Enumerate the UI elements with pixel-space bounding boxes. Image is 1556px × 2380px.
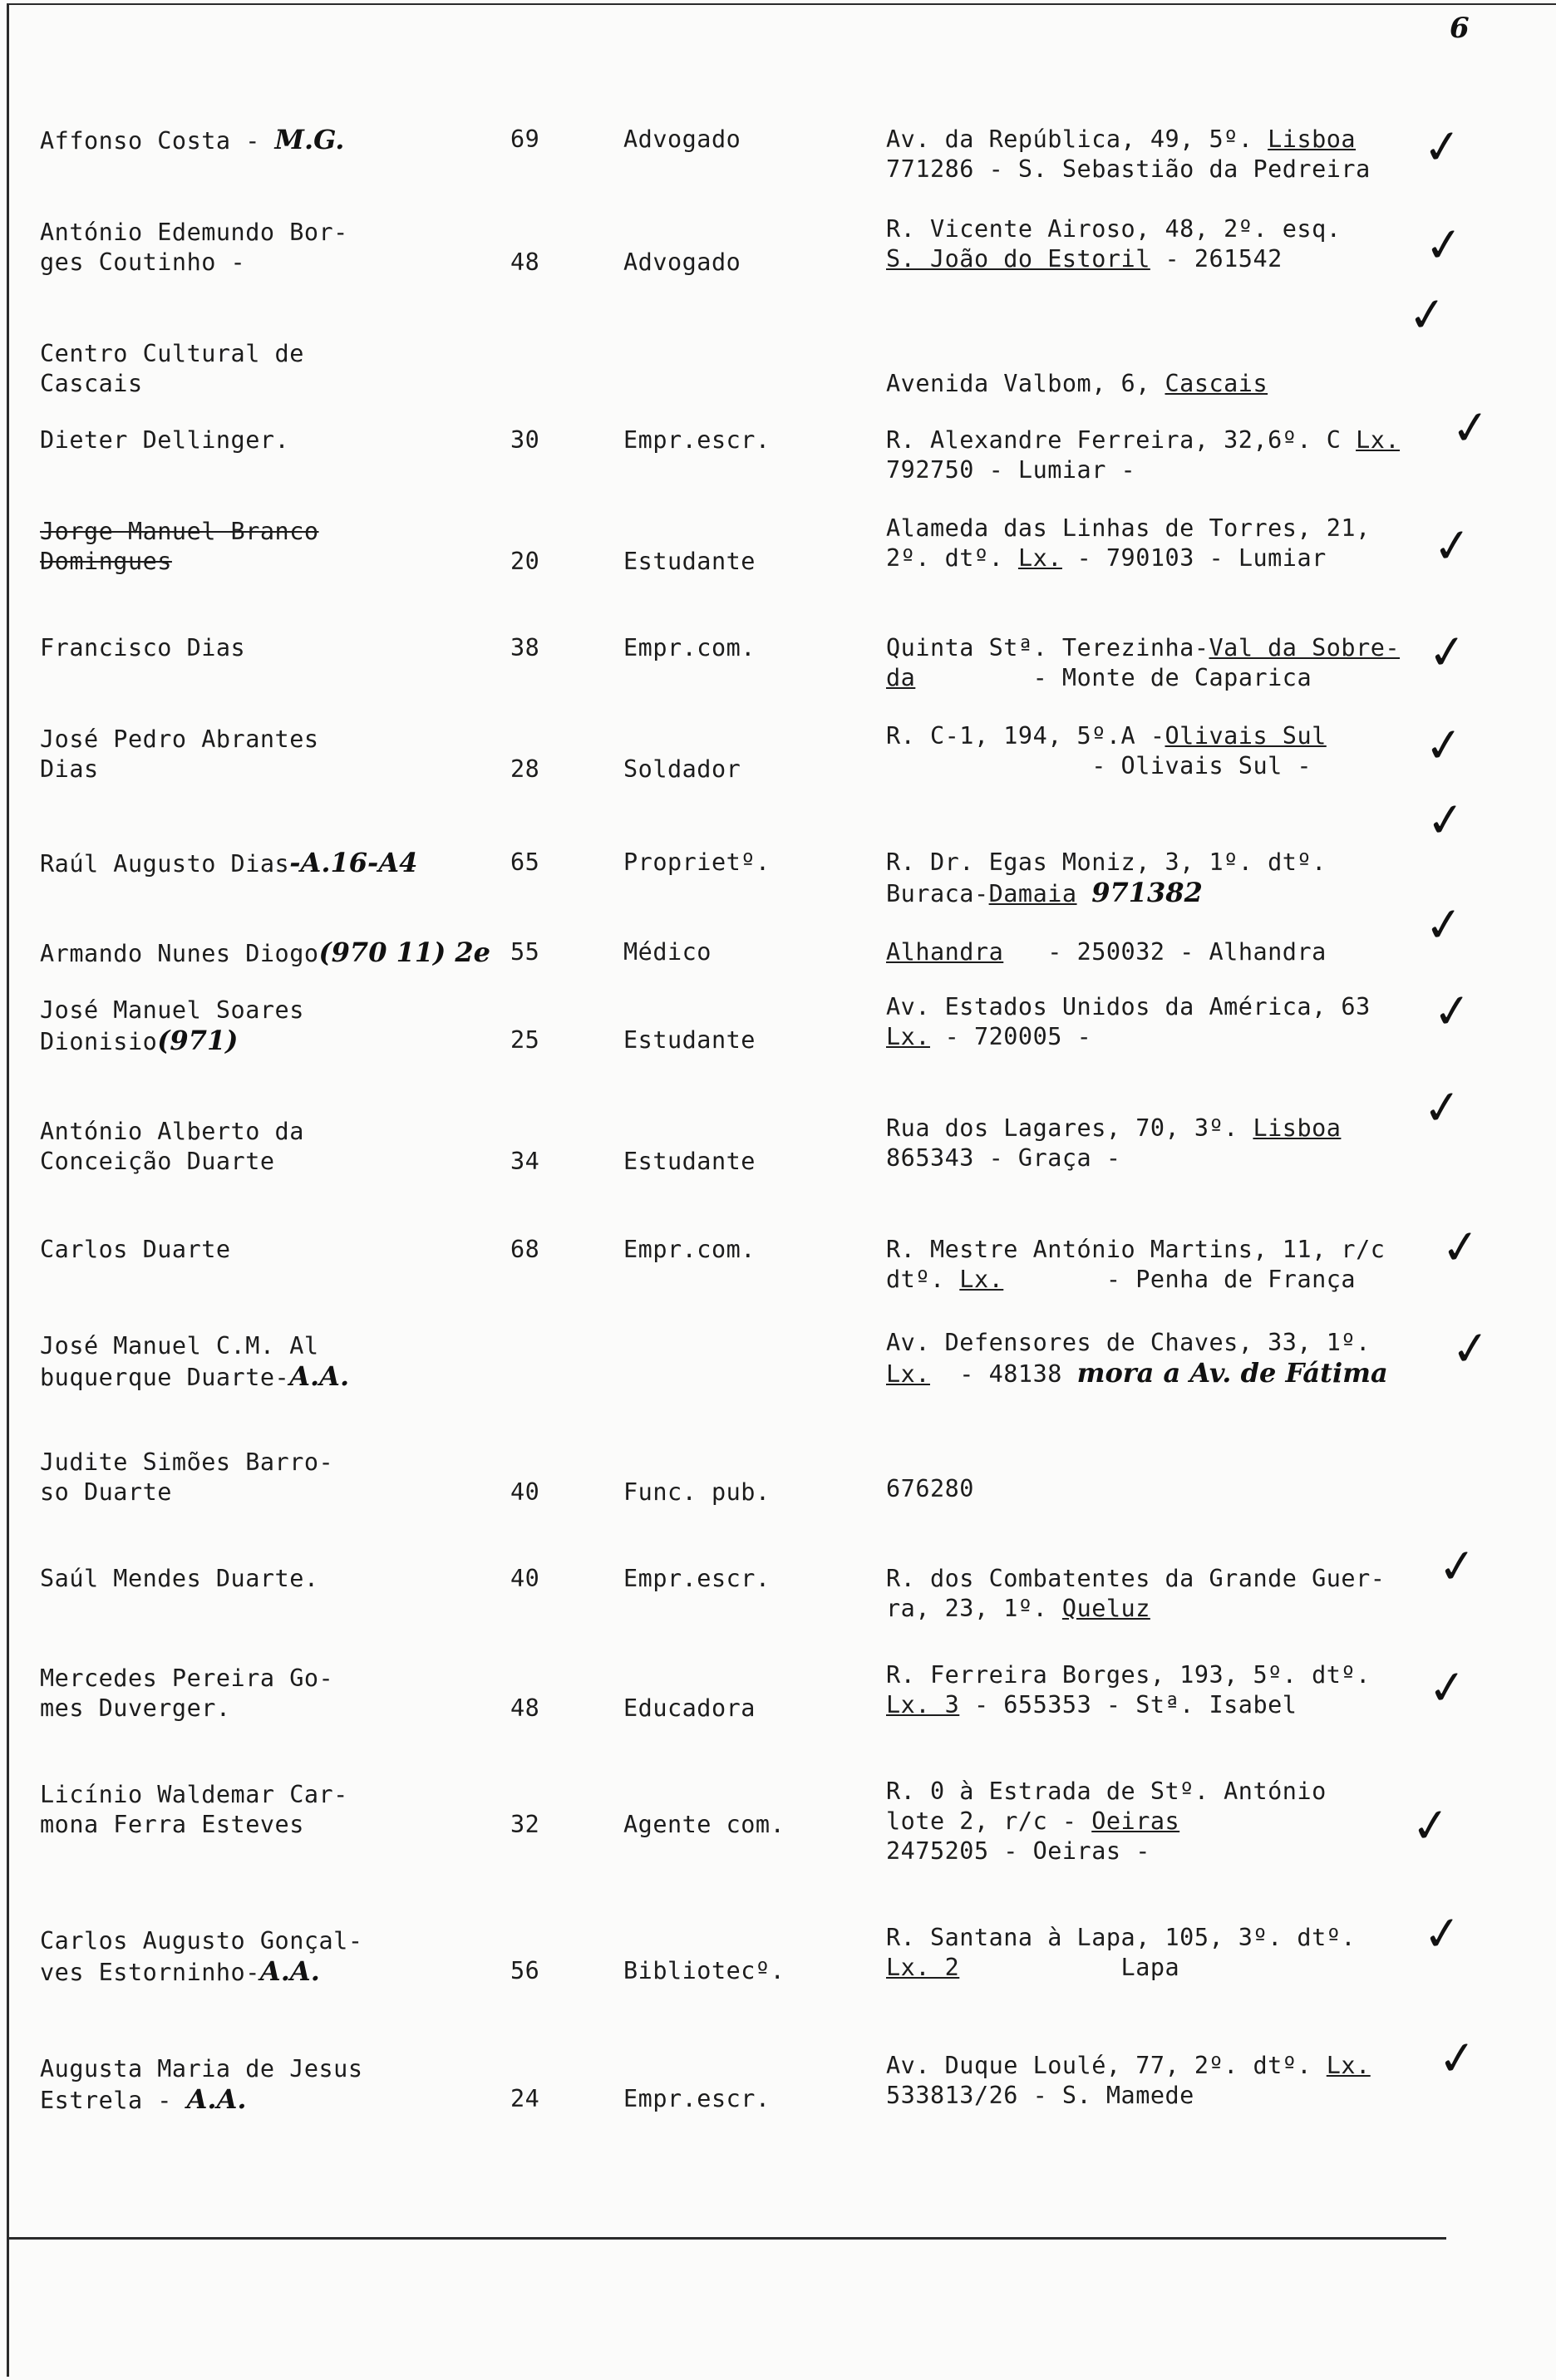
entry-name-line: José Manuel Soares	[40, 996, 304, 1024]
address-segment: - 250032 - Alhandra	[1003, 938, 1327, 966]
entry-address-line	[886, 1690, 1297, 1720]
entry-name-line: Saúl Mendes Duarte.	[40, 1565, 319, 1592]
address-segment: - Olivais Sul -	[886, 752, 1312, 779]
entry-name-line: Mercedes Pereira Go-	[40, 1665, 334, 1692]
list-item	[0, 1926, 1556, 2018]
address-segment: 792750 - Lumiar -	[886, 456, 1136, 484]
entry-address-line	[886, 992, 1371, 1022]
list-item	[0, 2054, 1556, 2146]
entry-age: 20	[510, 548, 540, 575]
page-border-top	[8, 3, 1556, 5]
page-number: 6	[1450, 12, 1470, 45]
entry-name-line: Dionisio(971)	[40, 1025, 239, 1056]
entry-age: 24	[510, 2085, 540, 2112]
entry-name-line: António Edemundo Bor-	[40, 219, 348, 246]
handwritten-initials: A.A.	[186, 2083, 247, 2115]
entry-address-line	[886, 1923, 1356, 1953]
entry-age: 55	[510, 938, 540, 966]
entry-occupation: Soldador	[623, 755, 741, 783]
address-segment: Olivais Sul	[1165, 722, 1327, 750]
entry-name-line: Judite Simões Barro-	[40, 1448, 334, 1476]
address-segment	[1077, 880, 1092, 907]
entry-name-line: ges Coutinho -	[40, 248, 246, 276]
address-segment: Lx.	[1017, 544, 1062, 572]
entry-occupation: Estudante	[623, 1026, 756, 1054]
address-segment: R. 0 à Estrada de Stº. António	[886, 1778, 1327, 1805]
address-segment: Rua dos Lagares, 70, 3º.	[886, 1114, 1253, 1142]
address-segment: R. Ferreira Borges, 193, 5º. dtº.	[886, 1661, 1371, 1689]
check-mark-icon: ✓	[1421, 216, 1467, 275]
handwritten-note: mora a Av. de Fátima	[1076, 1357, 1388, 1389]
address-segment: S. João do Estoril	[886, 245, 1150, 273]
check-mark-icon: ✓	[1435, 2029, 1480, 2088]
entry-name-line: Augusta Maria de Jesus	[40, 2055, 363, 2082]
entry-occupation: Empr.escr.	[623, 2085, 771, 2112]
entry-name-line: buquerque Duarte-A.A.	[40, 1360, 350, 1392]
entry-name-line: mes Duverger.	[40, 1694, 231, 1722]
entry-address-line	[886, 663, 1312, 693]
entry-name-line: Conceição Duarte	[40, 1148, 275, 1175]
check-mark-icon: ✓	[1435, 1537, 1480, 1596]
check-mark-icon: ✓	[1448, 1320, 1494, 1379]
entry-address-line	[886, 1114, 1341, 1143]
address-segment: R. dos Combatentes da Grande Guer-	[886, 1565, 1386, 1592]
address-segment: Lx.	[886, 1023, 930, 1050]
entry-address-line	[886, 937, 1327, 967]
address-segment: Buraca-	[886, 880, 989, 907]
entry-name-line: so Duarte	[40, 1478, 172, 1506]
address-segment: Av. Estados Unidos da América, 63	[886, 993, 1371, 1020]
page-border-bottom	[8, 2237, 1446, 2240]
entry-address-line	[886, 1777, 1327, 1807]
entry-address-line	[886, 369, 1268, 399]
entry-address-line	[886, 2051, 1371, 2081]
handwritten-initials: M.G.	[274, 124, 345, 155]
entry-address-line	[886, 425, 1400, 455]
address-segment: Lx. 2	[886, 1954, 960, 1981]
entry-address-line	[886, 455, 1135, 485]
address-segment: da	[886, 664, 916, 691]
list-item	[0, 425, 1556, 517]
entry-name-line: Armando Nunes Diogo(970 11) 2e	[40, 937, 491, 968]
entry-name-line: Dieter Dellinger.	[40, 426, 290, 454]
entry-age: 28	[510, 755, 540, 783]
entry-occupation: Estudante	[623, 548, 756, 575]
address-segment: ra, 23, 1º.	[886, 1595, 1062, 1622]
check-mark-icon: ✓	[1420, 118, 1465, 177]
check-mark-icon: ✓	[1425, 623, 1470, 682]
address-segment: Alameda das Linhas de Torres, 21,	[886, 514, 1371, 542]
handwritten-initials: -A.16-A4	[289, 847, 418, 878]
list-item	[0, 993, 1556, 1087]
address-segment: 865343 - Graça -	[886, 1144, 1121, 1172]
address-segment: 771286 - S. Sebastião da Pedreira	[886, 155, 1371, 183]
list-item	[0, 1448, 1556, 1539]
address-segment: R. Santana à Lapa, 105, 3º. dtº.	[886, 1924, 1357, 1951]
list-item	[0, 1331, 1556, 1423]
entry-address-line	[886, 633, 1400, 663]
entry-occupation: Empr.escr.	[623, 426, 771, 454]
address-segment: Cascais	[1165, 370, 1268, 397]
address-segment: Av. Defensores de Chaves, 33, 1º.	[886, 1329, 1371, 1356]
address-segment: Avenida Valbom, 6,	[886, 370, 1165, 397]
entry-name-line: Raúl Augusto Dias-A.16-A4	[40, 847, 418, 878]
entry-age: 34	[510, 1148, 540, 1175]
address-segment: Lx.	[959, 1266, 1004, 1293]
entry-address-line	[886, 125, 1356, 155]
entry-name-line: Domingues	[40, 548, 172, 575]
address-segment: - 48138	[929, 1360, 1077, 1388]
address-segment: Lisboa	[1268, 125, 1357, 153]
list-item	[0, 633, 1556, 725]
entry-address-line	[886, 1953, 1179, 1983]
entry-age: 40	[510, 1565, 540, 1592]
address-segment: Damaia	[988, 880, 1077, 907]
address-segment: Lx.	[886, 1360, 930, 1388]
check-mark-icon: ✓	[1430, 517, 1475, 576]
check-mark-icon: ✓	[1425, 1659, 1470, 1718]
address-segment: Oeiras	[1091, 1807, 1180, 1835]
handwritten-note: 971382	[1091, 877, 1203, 908]
entry-occupation: Agente com.	[623, 1811, 785, 1838]
entry-name-line: António Alberto da	[40, 1118, 304, 1145]
address-segment: 2º. dtº.	[886, 544, 1018, 572]
entry-occupation: Proprietº.	[623, 848, 771, 876]
check-mark-icon: ✓	[1405, 286, 1450, 345]
check-mark-icon: ✓	[1408, 1797, 1454, 1856]
entry-name-line: Affonso Costa - M.G.	[40, 124, 345, 155]
entry-age: 56	[510, 1957, 540, 1984]
entry-address-line	[886, 1837, 1150, 1866]
entry-address-line	[886, 1328, 1371, 1358]
entry-address-line	[886, 848, 1327, 878]
address-segment: Val da Sobre-	[1209, 634, 1401, 661]
handwritten-initials: A.A.	[289, 1360, 350, 1392]
list-item	[0, 215, 1556, 309]
list-item	[0, 339, 1556, 430]
address-segment: - 790103 - Lumiar	[1061, 544, 1327, 572]
address-segment: lote 2, r/c -	[886, 1807, 1092, 1835]
address-segment: Quinta Stª. Terezinha-	[886, 634, 1209, 661]
address-segment: - Penha de França	[1003, 1266, 1357, 1293]
handwritten-initials: (970 11) 2e	[318, 937, 491, 968]
address-segment: - 261542	[1150, 245, 1283, 273]
address-segment: - 720005 -	[929, 1023, 1092, 1050]
address-segment: Lapa	[959, 1954, 1180, 1981]
address-segment: R. C-1, 194, 5º.A -	[886, 722, 1165, 750]
entry-address-line	[886, 155, 1371, 184]
entry-name-line: Carlos Augusto Gonçal-	[40, 1927, 363, 1955]
check-mark-icon: ✓	[1423, 791, 1469, 850]
entry-occupation: Empr.com.	[623, 1236, 756, 1263]
entry-address-line	[886, 1143, 1121, 1173]
address-segment: Av. Duque Loulé, 77, 2º. dtº.	[886, 2052, 1327, 2079]
entry-address-line	[886, 543, 1327, 573]
entry-name-line: José Manuel C.M. Al	[40, 1332, 319, 1360]
entry-address-line	[886, 1564, 1385, 1594]
address-segment: Av. da República, 49, 5º.	[886, 125, 1268, 153]
entry-occupation: Empr.escr.	[623, 1565, 771, 1592]
address-segment: Lx.	[1326, 2052, 1371, 2079]
entry-address-line	[886, 878, 1203, 909]
entry-address-line	[886, 1474, 974, 1504]
entry-name-line: ves Estorninho-A.A.	[40, 1955, 320, 1987]
list-item	[0, 1659, 1556, 1755]
address-segment: R. Alexandre Ferreira, 32,6º. C	[886, 426, 1357, 454]
entry-address-line	[886, 721, 1327, 751]
entry-address-line	[886, 244, 1283, 274]
entry-address-line	[886, 1022, 1091, 1052]
address-segment: - 655353 - Stª. Isabel	[959, 1691, 1297, 1719]
entry-name-line: Francisco Dias	[40, 634, 246, 661]
entry-occupation: Empr.com.	[623, 634, 756, 661]
entry-address-line	[886, 1265, 1356, 1295]
entry-age: 65	[510, 848, 540, 876]
entry-age: 48	[510, 1694, 540, 1722]
address-segment: dtº.	[886, 1266, 960, 1293]
entry-name-line: José Pedro Abrantes	[40, 725, 319, 753]
check-mark-icon: ✓	[1448, 399, 1494, 458]
entry-name-line: Cascais	[40, 370, 143, 397]
address-segment: Lx. 3	[886, 1691, 960, 1719]
address-segment: R. Dr. Egas Moniz, 3, 1º. dtº.	[886, 848, 1327, 876]
list-item	[0, 514, 1556, 608]
entry-occupation: Estudante	[623, 1148, 756, 1175]
entry-name-line: Carlos Duarte	[40, 1236, 231, 1263]
entry-age: 32	[510, 1811, 540, 1838]
entry-address-line	[886, 1358, 1388, 1389]
check-mark-icon: ✓	[1430, 982, 1475, 1041]
address-segment: R. Vicente Airoso, 48, 2º. esq.	[886, 215, 1342, 243]
entry-occupation: Advogado	[623, 125, 741, 153]
entry-age: 48	[510, 248, 540, 276]
handwritten-initials: (971)	[157, 1025, 239, 1056]
entry-age: 69	[510, 125, 540, 153]
check-mark-icon: ✓	[1438, 1218, 1484, 1277]
address-segment: Alhandra	[886, 938, 1004, 966]
entry-occupation: Médico	[623, 938, 712, 966]
entry-age: 30	[510, 426, 540, 454]
entry-address-line	[886, 1807, 1179, 1837]
list-item	[0, 1564, 1556, 1655]
entry-occupation: Advogado	[623, 248, 741, 276]
entry-occupation: Educadora	[623, 1694, 756, 1722]
list-item	[0, 1114, 1556, 1208]
entry-age: 40	[510, 1478, 540, 1506]
entry-name-line: Licínio Waldemar Car-	[40, 1781, 348, 1808]
entry-address-line	[886, 751, 1312, 781]
entry-address-line	[886, 1235, 1385, 1265]
address-segment: Queluz	[1061, 1595, 1150, 1622]
entry-address-line	[886, 1594, 1150, 1624]
entry-age: 38	[510, 634, 540, 661]
handwritten-initials: A.A.	[259, 1955, 320, 1987]
address-segment: 676280	[886, 1475, 974, 1502]
entry-address-line	[886, 1660, 1371, 1690]
list-item	[0, 1780, 1556, 1871]
entry-occupation: Func. pub.	[623, 1478, 771, 1506]
entry-address-line	[886, 214, 1341, 244]
address-segment: - Monte de Caparica	[915, 664, 1312, 691]
address-segment: Lisboa	[1253, 1114, 1342, 1142]
list-item	[0, 722, 1556, 816]
entry-name-line: Centro Cultural de	[40, 340, 304, 367]
address-segment: 533813/26 - S. Mamede	[886, 2082, 1194, 2109]
check-mark-icon: ✓	[1420, 1079, 1465, 1138]
address-segment: 2475205 - Oeiras -	[886, 1837, 1150, 1865]
list-item	[0, 118, 1556, 216]
address-segment: Lx.	[1356, 426, 1401, 454]
check-mark-icon: ✓	[1421, 896, 1467, 955]
entry-name-line: Estrela - A.A.	[40, 2083, 247, 2115]
entry-name-line: Dias	[40, 755, 99, 783]
entry-occupation: Bibliotecº.	[623, 1957, 785, 1984]
list-item	[0, 1235, 1556, 1326]
entry-address-line	[886, 514, 1371, 543]
entry-age: 25	[510, 1026, 540, 1054]
entry-age: 68	[510, 1236, 540, 1263]
check-mark-icon: ✓	[1420, 1905, 1465, 1964]
entry-name-line: mona Ferra Esteves	[40, 1811, 304, 1838]
list-item	[0, 848, 1556, 939]
address-segment: R. Mestre António Martins, 11, r/c	[886, 1236, 1386, 1263]
check-mark-icon: ✓	[1421, 716, 1467, 775]
entry-address-line	[886, 2081, 1194, 2111]
entry-name-line: Jorge Manuel Branco	[40, 518, 319, 545]
